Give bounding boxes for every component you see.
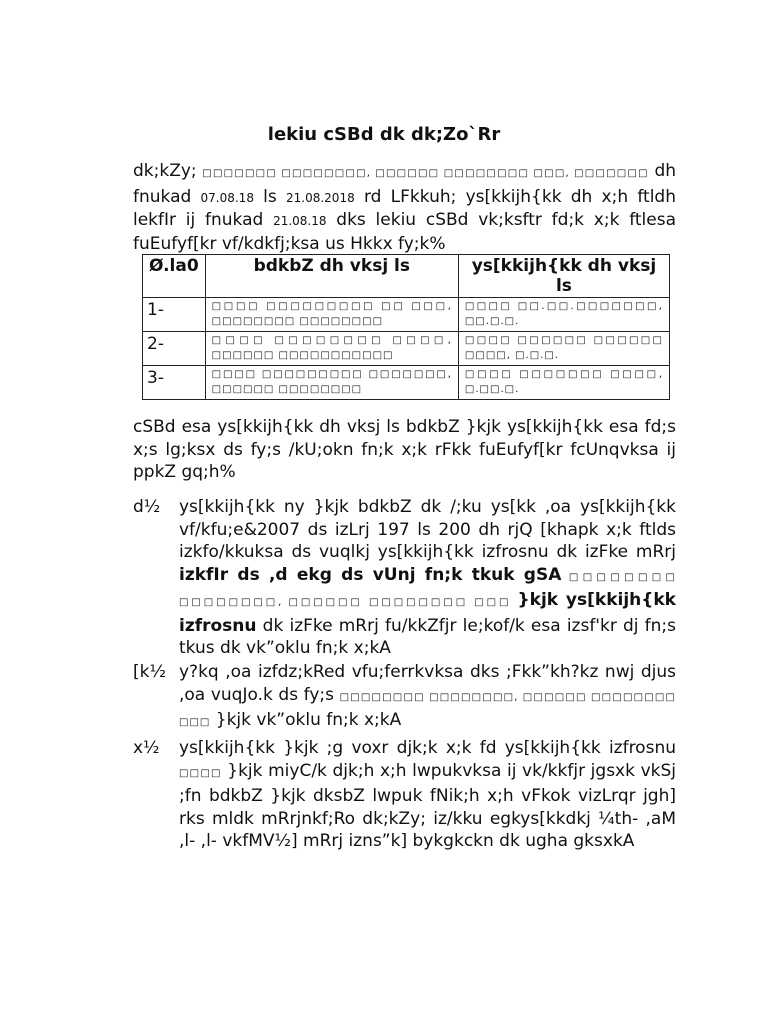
item-text-part: }kjk vk”oklu fn;k x;kA: [210, 710, 402, 730]
row-audit-official: □□□□ □□□□□□ □□□□□□ □□□□, □.□.□.: [458, 332, 669, 366]
item-text-part: ys[kkijh{kk }kjk ;g voxr djk;k x;k fd ys[kkijh{kk izfrosnu: [179, 738, 676, 758]
item-office-name: □□□□□□□□ □□□□□□□□, □□□□□□ □□□□□□□□ □□□: [179, 691, 676, 728]
row-audit-official: □□□□ □□□□□□□ □□□□, □.□□.□.: [458, 366, 669, 400]
intro-end-date: 21.08.2018: [286, 190, 355, 205]
intro-office-name: □□□□□□□ □□□□□□□□, □□□□□□ □□□□□□□□ □□□, □□□□□□□: [202, 168, 649, 179]
row-unit-official: □□□□ □□□□□□□□□ □□ □□□, □□□□□□□□ □□□□□□□□: [205, 298, 458, 332]
item-text: [179, 496, 676, 660]
item-marker: [k½: [133, 662, 166, 682]
table-row: [143, 298, 670, 332]
item-text-bold: izkfIr ds ,d ekg ds vUnj fn;k tkuk gSA: [179, 564, 562, 585]
list-item: [133, 661, 676, 735]
table-row: [143, 366, 670, 400]
table-header-serial: Ø.la0: [143, 255, 206, 298]
row-serial: 1-: [143, 298, 206, 332]
intro-text: dks lekiu cSBd vk;ksftr fd;k x;k ftlesa fuEufyf[kr vf/kdkfj;ksa us Hkkx fy;k%: [133, 210, 676, 254]
item-office-name: □□□□□□□□ □□□□□□□□, □□□□□□ □□□□□□□□ □□□: [179, 571, 676, 608]
table-row: [143, 332, 670, 366]
attendees-table: [142, 254, 670, 400]
row-serial: 2-: [143, 332, 206, 366]
row-unit-official: □□□□ □□□□□□□□ □□□□, □□□□□□ □□□□□□□□□□□: [205, 332, 458, 366]
table-header-audit: ys[kkijh{kk dh vksj ls: [458, 255, 669, 298]
row-audit-official: □□□□ □□.□□.□□□□□□□, □□.□.□.: [458, 298, 669, 332]
intro-text: ls: [253, 186, 286, 207]
row-unit-official: □□□□ □□□□□□□□□ □□□□□□□, □□□□□□ □□□□□□□□: [205, 366, 458, 400]
table-header-row: [143, 255, 670, 298]
row-serial: 3-: [143, 366, 206, 400]
item-text: [179, 737, 676, 853]
list-item: [133, 496, 676, 660]
discussion-paragraph: cSBd esa ys[kkijh{kk dh vksj ls bdkbZ }kjk ys[kkijh{kk esa fd;s x;s lg;ksx ds fy;s /kU;okn fn;k x;k rFkk fuEufyf[kr fcUnqvksa ij ppkZ gq;h%: [133, 417, 676, 482]
intro-start-date: 07.08.18: [200, 190, 254, 205]
item-office-name: □□□□: [179, 767, 222, 779]
intro-meeting-date: 21.08.18: [273, 214, 327, 228]
intro-text: rd LFkkuh; ys[kkijh{kk dh x;h ftldh lekfIr ij fnukad: [133, 186, 676, 230]
list-item: [133, 737, 676, 853]
item-text: [179, 661, 676, 735]
intro-text: dh fnukad: [133, 161, 677, 207]
item-text-bold: }kjk ys[kkijh{kk izfrosnu: [179, 590, 676, 636]
item-marker: x½: [133, 738, 160, 758]
item-text-part: dk izFke mRrj fu/kkZfjr le;kof/k esa izsf'kr dj fn;s tkus dk vk”oklu fn;k x;kA: [179, 615, 676, 658]
item-text-part: }kjk miyC/k djk;h x;h lwpukvksa ij vk/kkfjr jgsxk vkSj ;fn bdkbZ }kjk dksbZ lwpuk fNik;h x;h vFkok vizLrqr jgh] rks mldk mRrjnkf;Ro dk;kZy; iz/kku egkys[kkdkj ¼th- ,aM ,l- ,l- vkfMV½] mRrj izns”k] bykgkckn dk ugha gksxkA: [179, 760, 676, 851]
intro-paragraph: [133, 160, 676, 255]
page-title: lekiu cSBd dk dk;Zo`Rr: [267, 124, 501, 145]
intro-text: dk;kZy;: [133, 161, 203, 181]
item-text-part: ys[kkijh{kk ny }kjk bdkbZ dk /;ku ys[kk ,oa ys[kkijh{kk vf/kfu;e&2007 ds izLrj 197 ls 200 dh rjQ [khapk x;k ftlds izkfo/kkuksa ds vuqlkj ys[kkijh{kk izfrosnu dk izFke mRrj: [179, 497, 676, 562]
item-text-part: y?kq ,oa izfdz;kRed vfu;ferrkvksa dks ;Fkk”kh?kz nwj djus ,oa vuqJo.k ds fy;s: [179, 662, 676, 705]
item-marker: d½: [133, 497, 161, 517]
table-header-unit: bdkbZ dh vksj ls: [205, 255, 458, 298]
